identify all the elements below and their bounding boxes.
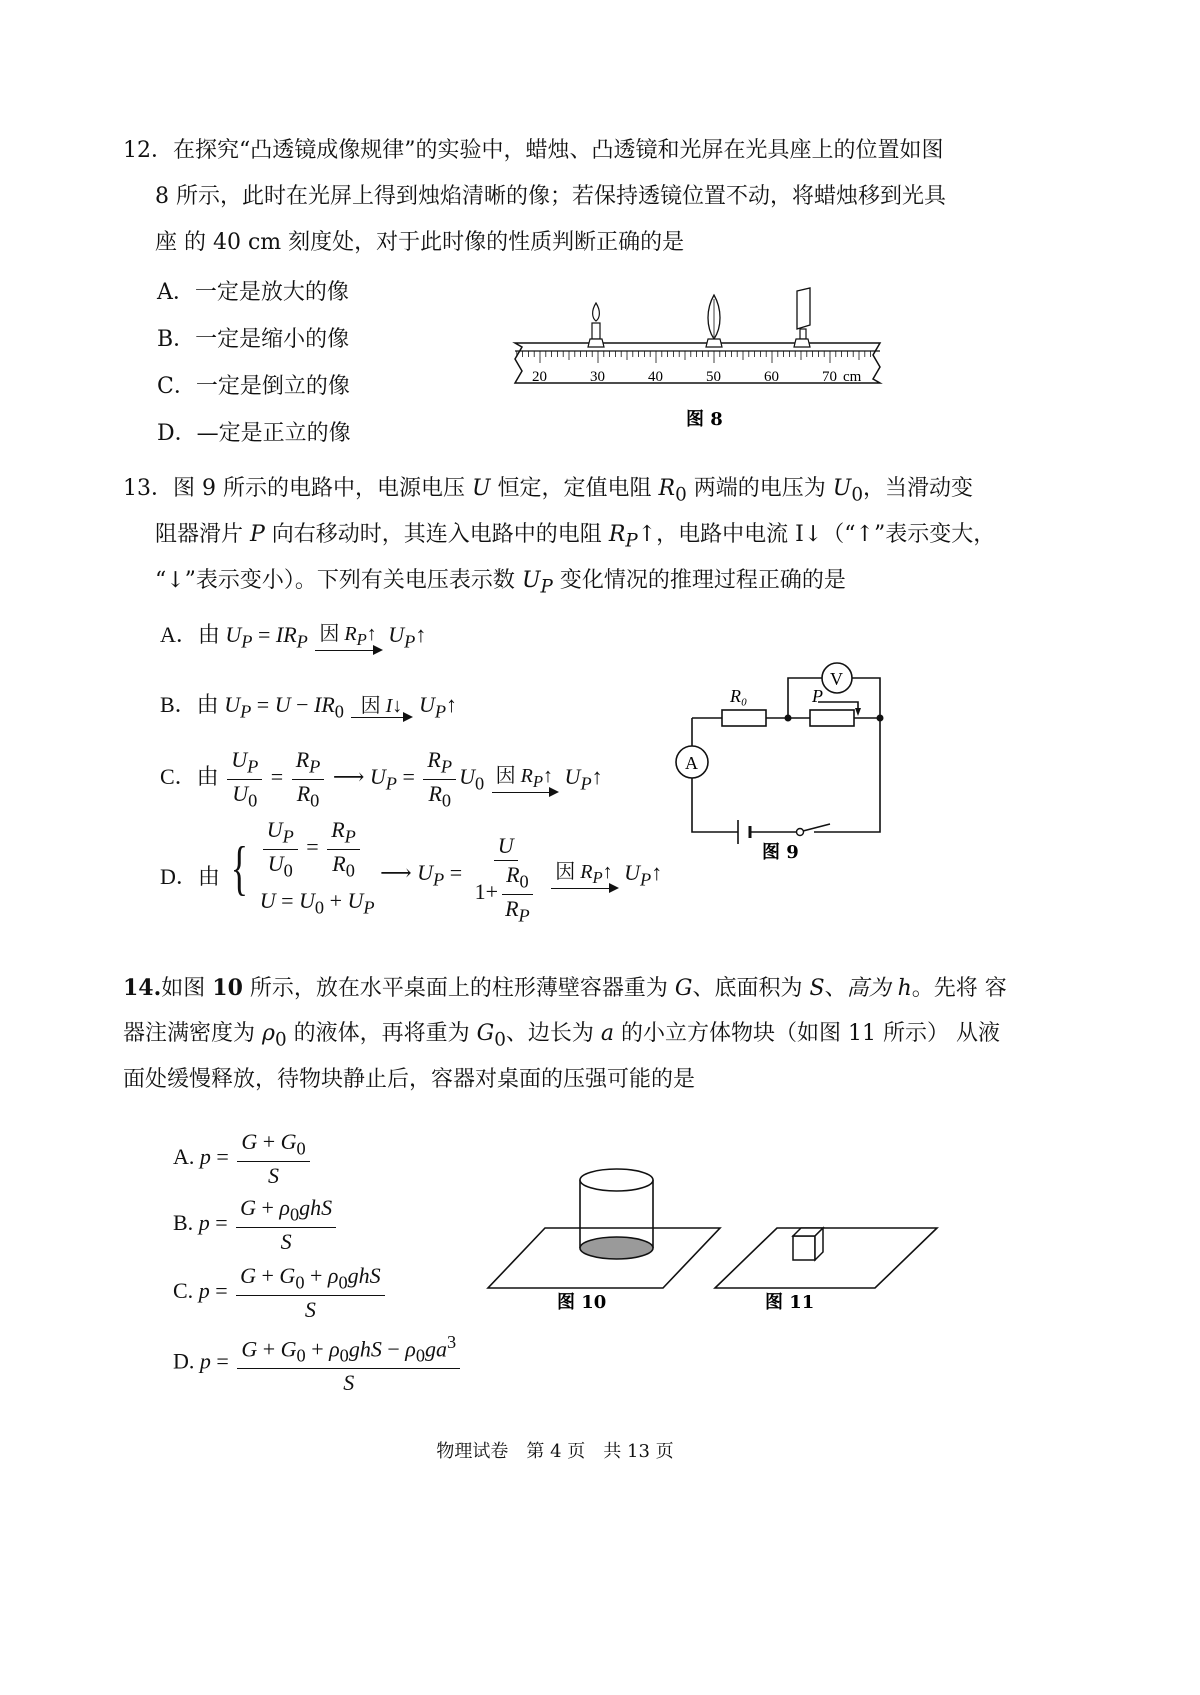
q14-option-d: D. p = $\frac{G + G_0 + \rho_0ghS - \rho_0ga^3}{S}$	[173, 1332, 463, 1395]
ruler-tick-label: 50	[706, 369, 721, 385]
cube-icon	[793, 1228, 823, 1260]
svg-text:V: V	[830, 669, 843, 689]
ruler-tick-label: 60	[764, 369, 779, 385]
lens-icon	[706, 295, 722, 347]
ruler-tick-label: 40	[648, 369, 663, 385]
q13-stem-line3: “↓”表示变小）。下列有关电压表示数 $U_P$ 变化情况的推理过程正确的是	[155, 568, 846, 598]
svg-text:A: A	[685, 753, 698, 773]
ruler-unit: cm	[843, 369, 862, 385]
q12-option-b: B．一定是缩小的像	[157, 327, 350, 352]
figure-9-circuit	[670, 650, 900, 875]
q13-option-a: A．由 $U_P = IR_P$ 因 $R_P↑$ $U_P↑$	[160, 622, 427, 652]
q14-stem-line1: 14.如图 10 所示，放在水平桌面上的柱形薄壁容器重为 G、底面积为 S、高为 h。先将 容	[123, 975, 1007, 1001]
q13-option-d: D．由 { $\frac{U_P}{U_0}$ = $\frac{R_P}{R_0}$ $U = U_0 + U_P$ ⟶ $U_P$ = U 1+ $\frac{R_0}{R_P}$ 因 $R_P↑$ $U_P↑$	[160, 817, 663, 926]
q14-option-a: A. p = $\frac{G + G_0}{S}$	[173, 1130, 313, 1188]
resistor-r0	[722, 710, 766, 726]
q12-option-d: D．—定是正立的像	[157, 421, 351, 446]
figure-10-caption: 图 10	[557, 1292, 607, 1313]
screen-icon	[794, 288, 810, 347]
table-plane-fig11	[715, 1228, 937, 1288]
switch-icon	[797, 824, 831, 836]
q13-stem-line1: 13．图 9 所示的电路中，电源电压 U 恒定，定值电阻 $R_0$ 两端的电压为 $U_0$，当滑动变	[123, 476, 974, 506]
cylinder-container-icon	[580, 1169, 653, 1259]
figure-8-caption: 图 8	[686, 409, 723, 430]
q14-option-c: C. p = $\frac{G + G_0 + \rho_0ghS}{S}$	[173, 1264, 388, 1322]
q14-stem-line2: 器注满密度为 $\rho_0$ 的液体，再将重为 $G_0$、边长为 a 的小立方体物块（如图 11 所示） 从液	[123, 1021, 1000, 1051]
q13-option-c: C．由 $\frac{U_P}{U_0}$ = $\frac{R_P}{R_0}$ ⟶ $U_P$ = $\frac{R_P}{R_0}$ $U_0$ 因 $R_P↑$ $U_P↑$	[160, 747, 603, 810]
page-footer: 物理试卷 第 4 页 共 13 页	[436, 1441, 674, 1462]
q13-option-b: B．由 $U_P = U - IR_0$ 因 I↓ $U_P↑$	[160, 692, 458, 722]
figures-10-11	[485, 1150, 955, 1320]
battery-icon	[738, 820, 750, 844]
q12-stem-line3: 座 的 40 cm 刻度处，对于此时像的性质判断正确的是	[155, 230, 685, 255]
p-label: P	[812, 686, 823, 706]
q12-option-c: C．一定是倒立的像	[157, 374, 350, 399]
ruler-tick-label: 20	[532, 369, 547, 385]
ruler-tick-label: 30	[590, 369, 605, 385]
r0-label: R₀	[730, 686, 748, 706]
q13-stem-line2: 阻器滑片 P 向右移动时，其连入电路中的电阻 $R_P↑$，电路中电流 I↓（“↑”表示变大，	[155, 522, 996, 552]
ruler-tick-label: 70	[822, 369, 837, 385]
q12-stem-line1: 12．在探究“凸透镜成像规律”的实验中，蜡烛、凸透镜和光屏在光具座上的位置如图	[123, 138, 944, 163]
figure-9-caption: 图 9	[762, 842, 799, 863]
q14-option-b: B. p = $\frac{G + \rho_0ghS}{S}$	[173, 1196, 339, 1254]
candle-icon	[588, 303, 604, 347]
figure-11-caption: 图 11	[765, 1292, 815, 1313]
q12-stem-line2: 8 所示，此时在光屏上得到烛焰清晰的像；若保持透镜位置不动，将蜡烛移到光具	[155, 184, 946, 209]
rheostat	[810, 710, 854, 726]
figure-8-optical-bench	[500, 285, 895, 435]
q14-stem-line3: 面处缓慢释放，待物块静止后，容器对桌面的压强可能的是	[123, 1067, 696, 1092]
q12-option-a: A．一定是放大的像	[157, 280, 349, 305]
